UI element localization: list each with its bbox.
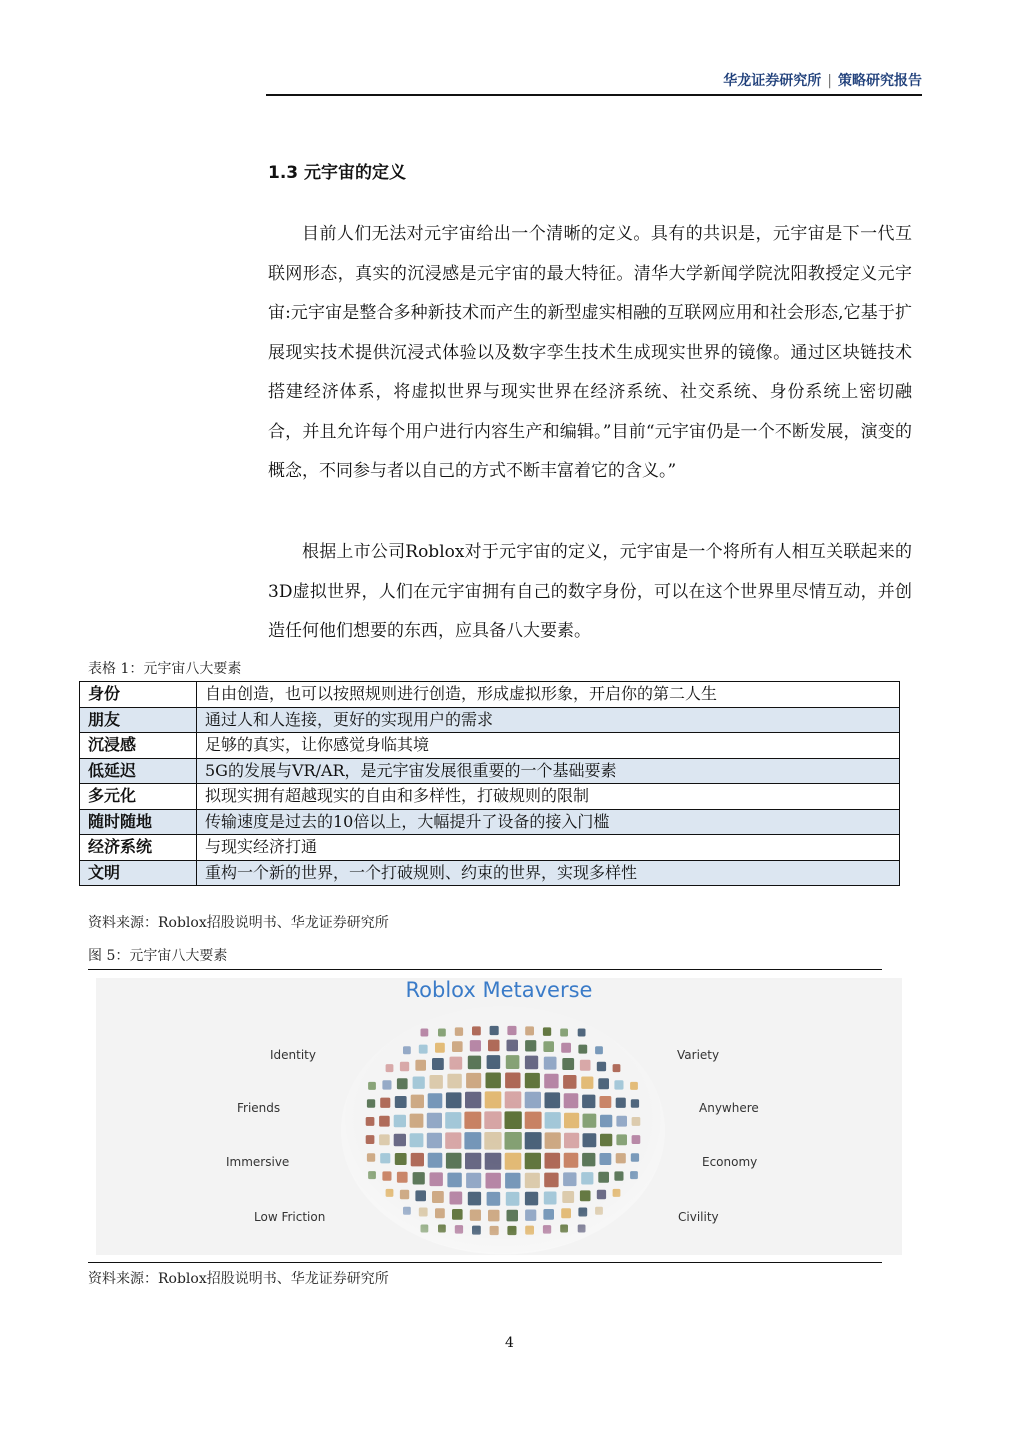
table-row-desc: 自由创造，也可以按照规则进行创造，形成虚拟形象，开启你的第二人生	[197, 682, 900, 708]
table-row-key: 经济系统	[80, 835, 197, 861]
figure-label-civility: Civility	[678, 1210, 719, 1224]
table-row-key: 多元化	[80, 784, 197, 810]
page-number: 4	[505, 1335, 514, 1351]
table-caption: 表格 1：元宇宙八大要素	[88, 661, 242, 677]
table-row	[80, 682, 900, 708]
figure-label-low-friction: Low Friction	[254, 1210, 326, 1224]
header-org: 华龙证券研究所	[723, 73, 822, 89]
figure-label-anywhere: Anywhere	[699, 1101, 759, 1115]
roblox-metaverse-figure	[96, 978, 902, 1255]
table-row-desc: 足够的真实，让你感觉身临其境	[197, 733, 900, 759]
table-row	[80, 860, 900, 886]
figure-bottom-rule	[88, 1262, 882, 1263]
table-row-desc: 传输速度是过去的10倍以上，大幅提升了设备的接入门槛	[197, 809, 900, 835]
table-row	[80, 707, 900, 733]
table-source: 资料来源：Roblox招股说明书、华龙证券研究所	[88, 915, 389, 931]
figure-caption: 图 5：元宇宙八大要素	[88, 948, 228, 964]
table-row-desc: 通过人和人连接，更好的实现用户的需求	[197, 707, 900, 733]
table-row	[80, 758, 900, 784]
body-paragraph-1: 目前人们无法对元宇宙给出一个清晰的定义。具有的共识是，元宇宙是下一代互联网形态，真实的沉浸感是元宇宙的最大特征。清华大学新闻学院沈阳教授定义元宇宙:元宇宙是整合多种新技术而产生的新型虚实相融的互联网应用和社会形态,它基于扩展现实技术提供沉浸式体验以及数字孪生技术生成现实世界的镜像。通过区块链技术搭建经济体系，将虚拟世界与现实世界在经济系统、社交系统、身份系统上密切融合，并且允许每个用户进行内容生产和编辑。”目前“元宇宙仍是一个不断发展，演变的概念，不同参与者以自己的方式不断丰富着它的含义。”	[268, 224, 912, 481]
mosaic-globe	[340, 1006, 666, 1259]
figure-label-identity: Identity	[270, 1048, 316, 1062]
table-row-desc: 与现实经济打通	[197, 835, 900, 861]
body-paragraph-2: 根据上市公司Roblox对于元宇宙的定义，元宇宙是一个将所有人相互关联起来的3D虚拟世界，人们在元宇宙拥有自己的数字身份，可以在这个世界里尽情互动，并创造任何他们想要的东西，应具备八大要素。	[268, 542, 912, 641]
header-rule	[266, 94, 922, 96]
figure-top-rule	[88, 969, 882, 970]
table-row-desc: 拟现实拥有超越现实的自由和多样性，打破规则的限制	[197, 784, 900, 810]
table-row-key: 朋友	[80, 707, 197, 733]
elements-table	[79, 681, 900, 886]
figure-title: Roblox Metaverse	[405, 978, 593, 1002]
table-row-key: 低延迟	[80, 758, 197, 784]
table-row-key: 沉浸感	[80, 733, 197, 759]
table-row	[80, 835, 900, 861]
table-row-key: 身份	[80, 682, 197, 708]
section-title: 1.3 元宇宙的定义	[268, 163, 407, 183]
figure-label-economy: Economy	[702, 1155, 758, 1169]
figure-label-variety: Variety	[677, 1048, 720, 1062]
figure-source: 资料来源：Roblox招股说明书、华龙证券研究所	[88, 1271, 389, 1287]
mosaic-globe-image	[340, 1006, 666, 1255]
figure-label-friends: Friends	[237, 1101, 281, 1115]
page-header	[266, 70, 922, 90]
figure-label-immersive: Immersive	[226, 1155, 290, 1169]
table-row	[80, 784, 900, 810]
table-row-desc: 5G的发展与VR/AR，是元宇宙发展很重要的一个基础要素	[197, 758, 900, 784]
table-row	[80, 809, 900, 835]
table-row	[80, 733, 900, 759]
header-report-type: 策略研究报告	[838, 73, 922, 89]
table-row-desc: 重构一个新的世界，一个打破规则、约束的世界，实现多样性	[197, 860, 900, 886]
table-row-key: 文明	[80, 860, 197, 886]
header-separator: |	[827, 73, 832, 89]
table-row-key: 随时随地	[80, 809, 197, 835]
